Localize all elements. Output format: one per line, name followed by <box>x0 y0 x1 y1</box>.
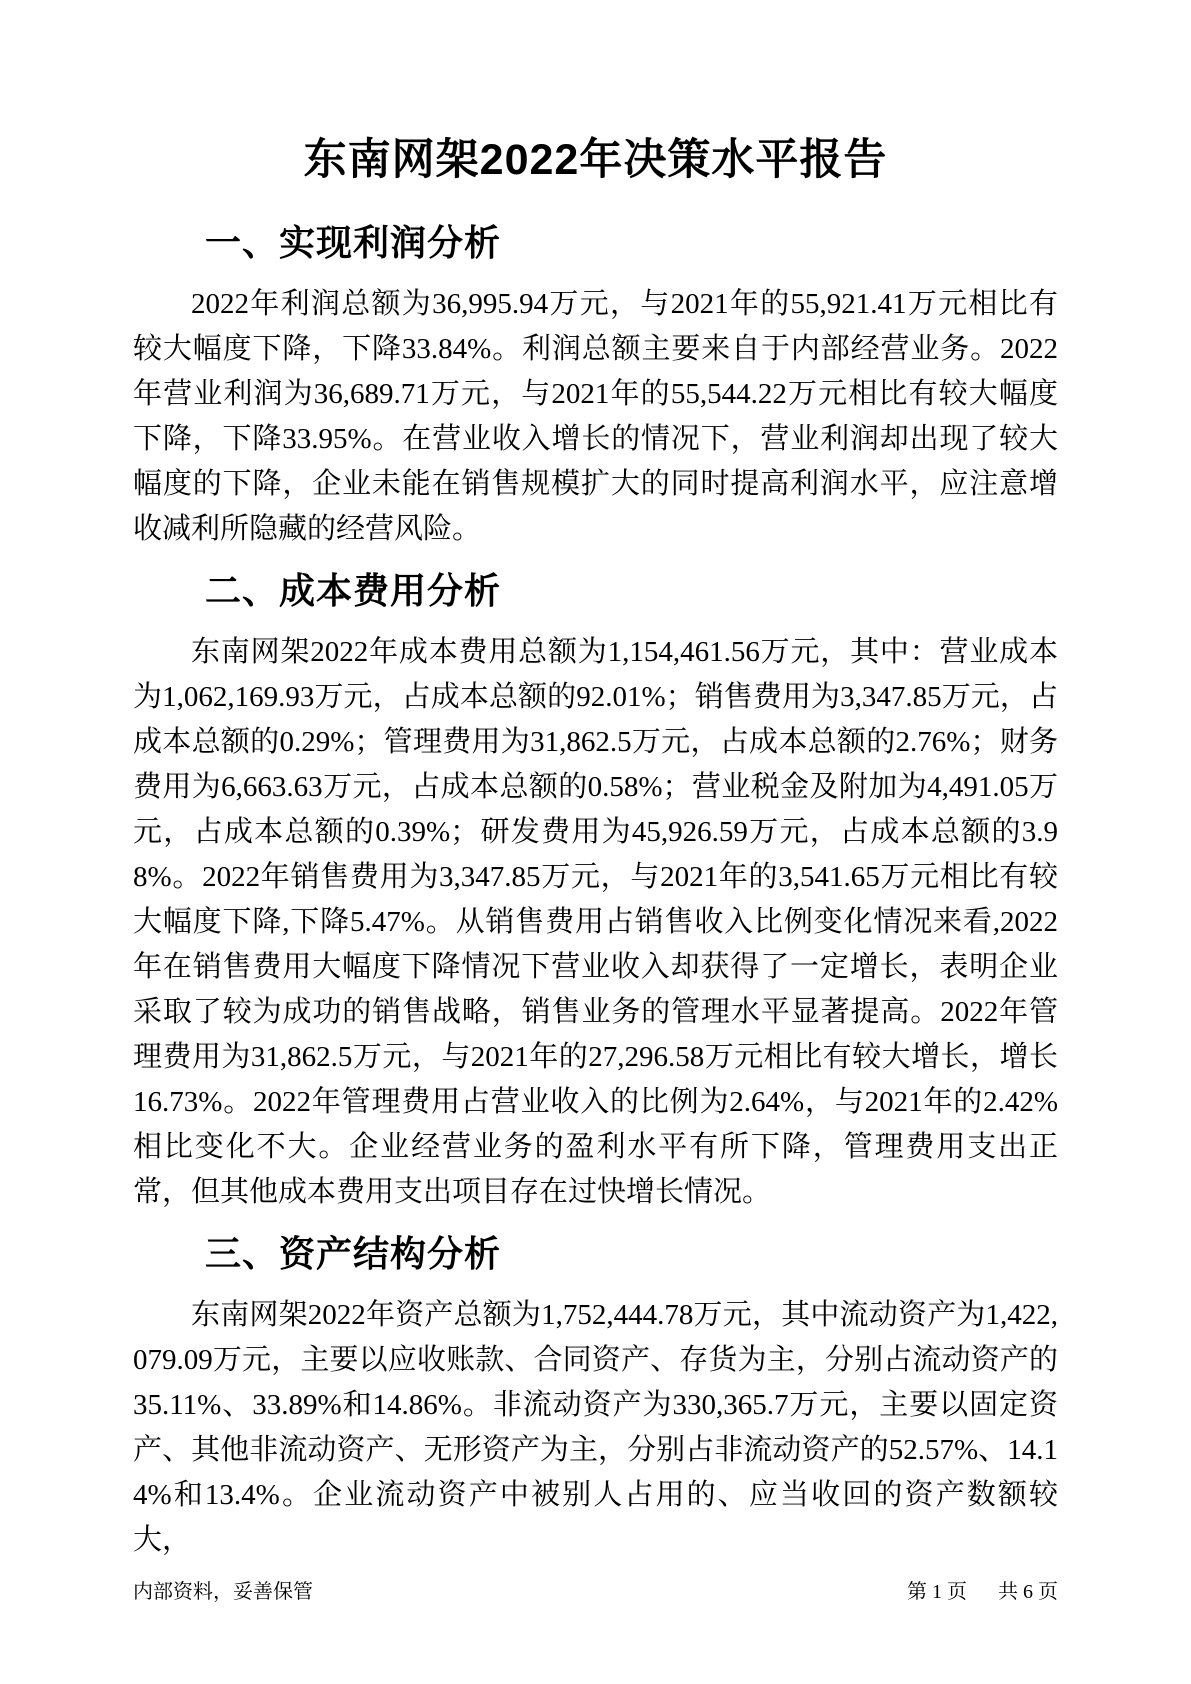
total-pages-label: 共 6 页 <box>998 1581 1058 1603</box>
section-heading-profit-analysis: 一、实现利润分析 <box>205 222 502 263</box>
page-number-indicator <box>907 1577 1058 1607</box>
section-heading-asset-structure-analysis: 三、资产结构分析 <box>205 1233 502 1274</box>
confidentiality-note: 内部资料，妥善保管 <box>133 1581 313 1603</box>
section-heading-cost-expense-analysis: 二、成本费用分析 <box>205 570 502 611</box>
page-footer <box>133 1577 1058 1607</box>
paragraph-cost-expense-analysis: 东南网架2022年成本费用总额为1,154,461.56万元，其中：营业成本为1,062,169.93万元，占成本总额的92.01%；销售费用为3,347.85万元，占成本总额的0.29%；管理费用为31,862.5万元，占成本总额的2.76%；财务费用为6,663.63万元，占成本总额的0.58%；营业税金及附加为4,491.05万元，占成本总额的0.39%；研发费用为45,926.59万元，占成本总额的3.98%。2022年销售费用为3,347.85万元，与2021年的3,541.65万元相比有较大幅度下降,下降5.47%。从销售费用占销售收入比例变化情况来看,2022年在销售费用大幅度下降情况下营业收入却获得了一定增长，表明企业采取了较为成功的销售战略，销售业务的管理水平显著提高。2022年管理费用为31,862.5万元，与2021年的27,296.58万元相比有较大增长，增长16.73%。2022年管理费用占营业收入的比例为2.64%，与2021年的2.42%相比变化不大。企业经营业务的盈利水平有所下降，管理费用支出正常，但其他成本费用支出项目存在过快增长情况。 <box>133 636 1058 1208</box>
paragraph-profit-analysis: 2022年利润总额为36,995.94万元，与2021年的55,921.41万元相比有较大幅度下降，下降33.84%。利润总额主要来自于内部经营业务。2022年营业利润为36,689.71万元，与2021年的55,544.22万元相比有较大幅度下降，下降33.95%。在营业收入增长的情况下，营业利润却出现了较大幅度的下降，企业未能在销售规模扩大的同时提高利润水平，应注意增收减利所隐藏的经营风险。 <box>133 288 1058 545</box>
paragraph-asset-structure-analysis: 东南网架2022年资产总额为1,752,444.78万元，其中流动资产为1,422,079.09万元，主要以应收账款、合同资产、存货为主，分别占流动资产的35.11%、33.89%和14.86%。非流动资产为330,365.7万元，主要以固定资产、其他非流动资产、无形资产为主，分别占非流动资产的52.57%、14.14%和13.4%。企业流动资产中被别人占用的、应当收回的资产数额较大， <box>133 1299 1058 1556</box>
document-title: 东南网架2022年决策水平报告 <box>303 136 888 184</box>
current-page-label: 第 1 页 <box>907 1581 967 1603</box>
